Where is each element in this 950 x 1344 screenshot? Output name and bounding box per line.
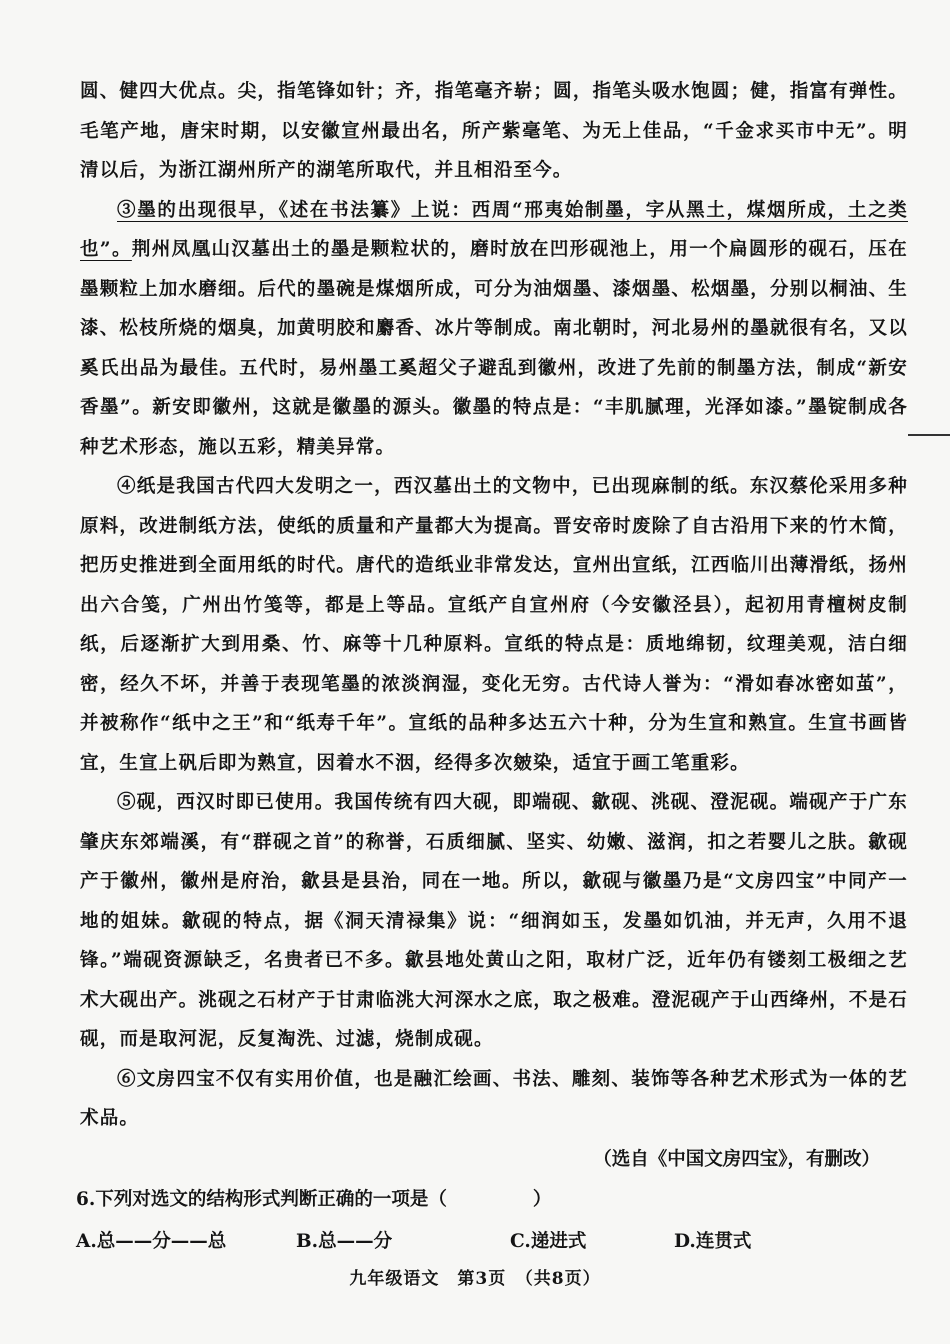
paragraph-4	[80, 783, 908, 1060]
paragraph-5-text: ⑥文房四宝不仅有实用价值，也是融汇绘画、书法、雕刻、装饰等各种艺术形式为一体的艺术品。	[80, 1068, 908, 1129]
option-b[interactable]: B.总——分	[296, 1230, 393, 1252]
paragraph-2	[80, 191, 908, 468]
paragraph-2-underlined-quote: ③墨的出现很早，《述在书法纂》上说：西周“邢夷始制墨，字从黑土，煤烟所成，土之类也”。	[80, 199, 908, 260]
paragraph-4-text: ⑤砚，西汉时即已使用。我国传统有四大砚，即端砚、歙砚、洮砚、澄泥砚。端砚产于广东肇庆东郊端溪，有“群砚之首”的称誉，石质细腻、坚实、幼嫩、滋润，扣之若婴儿之肤。歙砚产于徽州，徽州是府治，歙县是县治，同在一地。所以，歙砚与徽墨乃是“文房四宝”中同产一地的姐妹。歙砚的特点，据《洞天清禄集》说：“细润如玉，发墨如饥油，并无声，久用不退锋。”端砚资源缺乏，名贵者已不多。歙县地处黄山之阳，取材广泛，近年仍有镂刻工极细之艺术大砚出产。洮砚之石材产于甘肃临洮大河深水之底，取之极难。澄泥砚产于山西绛州，不是石砚，而是取河泥，反复淘洗、过滤，烧制成砚。	[80, 792, 908, 1050]
paragraph-1-text: 圆、健四大优点。尖，指笔锋如针；齐，指笔毫齐崭；圆，指笔头吸水饱圆；健，指富有弹性。毛笔产地，唐宋时期，以安徽宣州最出名，所产紫毫笔、为无上佳品，“千金求买市中无”。明清以后，为浙江湖州所产的湖笔所取代，并且相沿至今。	[80, 81, 908, 181]
page-footer: 九年级语文 第3页 （共8页）	[349, 1269, 601, 1289]
option-c[interactable]: C.递进式	[510, 1230, 587, 1252]
option-d[interactable]: D.连贯式	[674, 1230, 752, 1252]
paragraph-1	[80, 72, 908, 191]
question-6-options	[76, 1223, 908, 1261]
paragraph-2-text: 荆州凤凰山汉墓出土的墨是颗粒状的，磨时放在凹形砚池上，用一个扁圆形的砚石，压在墨颗粒上加水磨细。后代的墨碗是煤烟所成，可分为油烟墨、漆烟墨、松烟墨，分别以桐油、生漆、松枝所烧的烟臭，加黄明胶和麝香、冰片等制成。南北朝时，河北易州的墨就很有名，又以奚氏出品为最佳。五代时，易州墨工奚超父子避乱到徽州，改进了先前的制墨方法，制成“新安香墨”。新安即徽州，这就是徽墨的源头。徽墨的特点是：“丰肌腻理，光泽如漆。”墨锭制成各种艺术形态，施以五彩，精美异常。	[80, 239, 908, 458]
question-stem: 6.下列对选文的结构形式判断正确的一项是（	[76, 1188, 447, 1210]
paragraph-3-text: ④纸是我国古代四大发明之一，西汉墓出土的文物中，已出现麻制的纸。东汉蔡伦采用多种原料，改进制纸方法，使纸的质量和产量都大为提高。晋安帝时废除了自古沿用下来的竹木简，把历史推进到全面用纸的时代。唐代的造纸业非常发达，宣州出宣纸，江西临川出薄滑纸，扬州出六合笺，广州出竹笺等，都是上等品。宣纸产自宣州府（今安徽泾县），起初用青檀树皮制纸，后逐渐扩大到用桑、竹、麻等十几种原料。宣纸的特点是：质地绵韧，纹理美观，洁白细密，经久不坏，并善于表现笔墨的浓淡润湿，变化无穷。古代诗人誉为：“滑如春冰密如茧”，并被称作“纸中之王”和“纸寿千年”。宣纸的品种多达五六十种，分为生宣和熟宣。生宣书画皆宜，生宣上矾后即为熟宣，因着水不洇，经得多次皴染，适宜于画工笔重彩。	[80, 476, 908, 774]
question-close-paren: ）	[532, 1188, 552, 1210]
question-6	[76, 1181, 908, 1219]
option-a[interactable]: A.总——分——总	[76, 1230, 227, 1252]
paragraph-5	[80, 1060, 908, 1139]
source-citation: （选自《中国文房四宝》，有删改）	[593, 1148, 880, 1170]
paragraph-3	[80, 467, 908, 783]
scan-edge-mark	[908, 434, 950, 436]
